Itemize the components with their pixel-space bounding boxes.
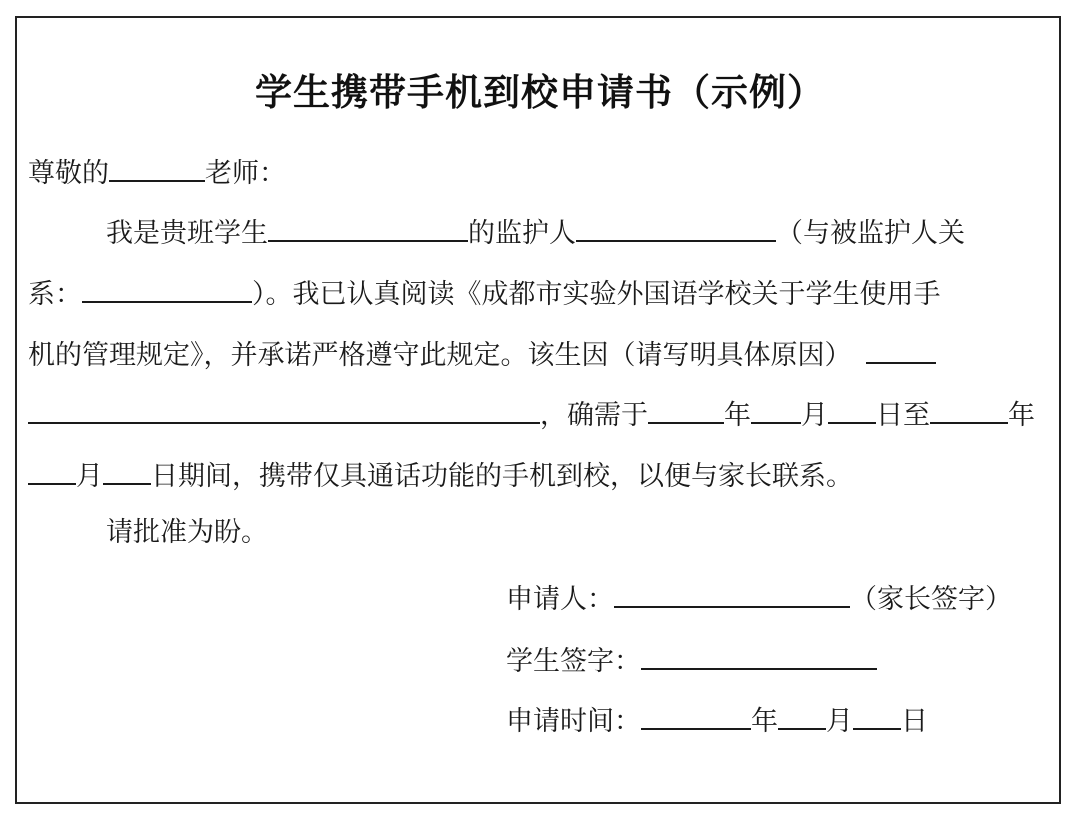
body-text-relation-open: （与被监护人关: [776, 218, 965, 249]
parent-signature-note: （家长签字）: [850, 584, 1012, 615]
body-text-month-2: 月: [76, 461, 103, 492]
salutation-prefix: 尊敬的: [28, 158, 109, 189]
reason-field-continued[interactable]: [28, 394, 540, 424]
parent-signature-field[interactable]: [614, 578, 850, 608]
body-text-purpose: 日期间，携带仅具通话功能的手机到校，以便与家长联系。: [151, 461, 853, 492]
application-month-unit: 月: [826, 706, 853, 737]
application-month-field[interactable]: [778, 700, 826, 730]
end-day-field[interactable]: [103, 455, 151, 485]
reason-field-start[interactable]: [866, 334, 936, 364]
application-day-unit: 日: [901, 706, 928, 737]
body-text-guardian: 的监护人: [468, 218, 576, 249]
body-text-need: ，确需于: [540, 400, 648, 431]
end-month-field[interactable]: [28, 455, 76, 485]
student-name-field[interactable]: [268, 212, 468, 242]
applicant-label: 申请人：: [506, 584, 614, 615]
application-date-line: [506, 700, 928, 739]
body-line-1: [106, 212, 965, 251]
application-date-label: 申请时间：: [506, 706, 641, 737]
body-text-regulation: ）。我已认真阅读《成都市实验外国语学校关于学生使用手: [252, 279, 941, 310]
body-text-month: 月: [801, 400, 828, 431]
body-line-2: [28, 273, 941, 312]
body-text-day-to: 日至: [876, 400, 930, 431]
guardian-name-field[interactable]: [576, 212, 776, 242]
salutation-suffix: 老师：: [205, 158, 286, 189]
applicant-line: [506, 578, 1012, 617]
application-year-field[interactable]: [641, 700, 751, 730]
closing-line: 请批准为盼。: [106, 517, 268, 548]
body-text-student-intro: 我是贵班学生: [106, 218, 268, 249]
student-signature-field[interactable]: [641, 640, 877, 670]
body-line-4: [28, 394, 1035, 433]
start-year-field[interactable]: [648, 394, 724, 424]
start-day-field[interactable]: [828, 394, 876, 424]
body-text-year: 年: [724, 400, 751, 431]
body-text-relation-label: 系：: [28, 279, 82, 310]
body-line-5: [28, 455, 853, 494]
salutation-line: [28, 152, 286, 191]
application-year-unit: 年: [751, 706, 778, 737]
application-day-field[interactable]: [853, 700, 901, 730]
teacher-name-field[interactable]: [109, 152, 205, 182]
start-month-field[interactable]: [751, 394, 801, 424]
document-title: 学生携带手机到校申请书（示例）: [255, 71, 825, 114]
body-text-commitment: 机的管理规定》，并承诺严格遵守此规定。该生因（请写明具体原因）: [28, 340, 852, 371]
relation-field[interactable]: [82, 273, 252, 303]
body-text-year-2: 年: [1008, 400, 1035, 431]
body-line-3: [28, 334, 936, 373]
student-signature-label: 学生签字：: [506, 646, 641, 677]
student-signature-line: [506, 640, 877, 679]
end-year-field[interactable]: [930, 394, 1008, 424]
